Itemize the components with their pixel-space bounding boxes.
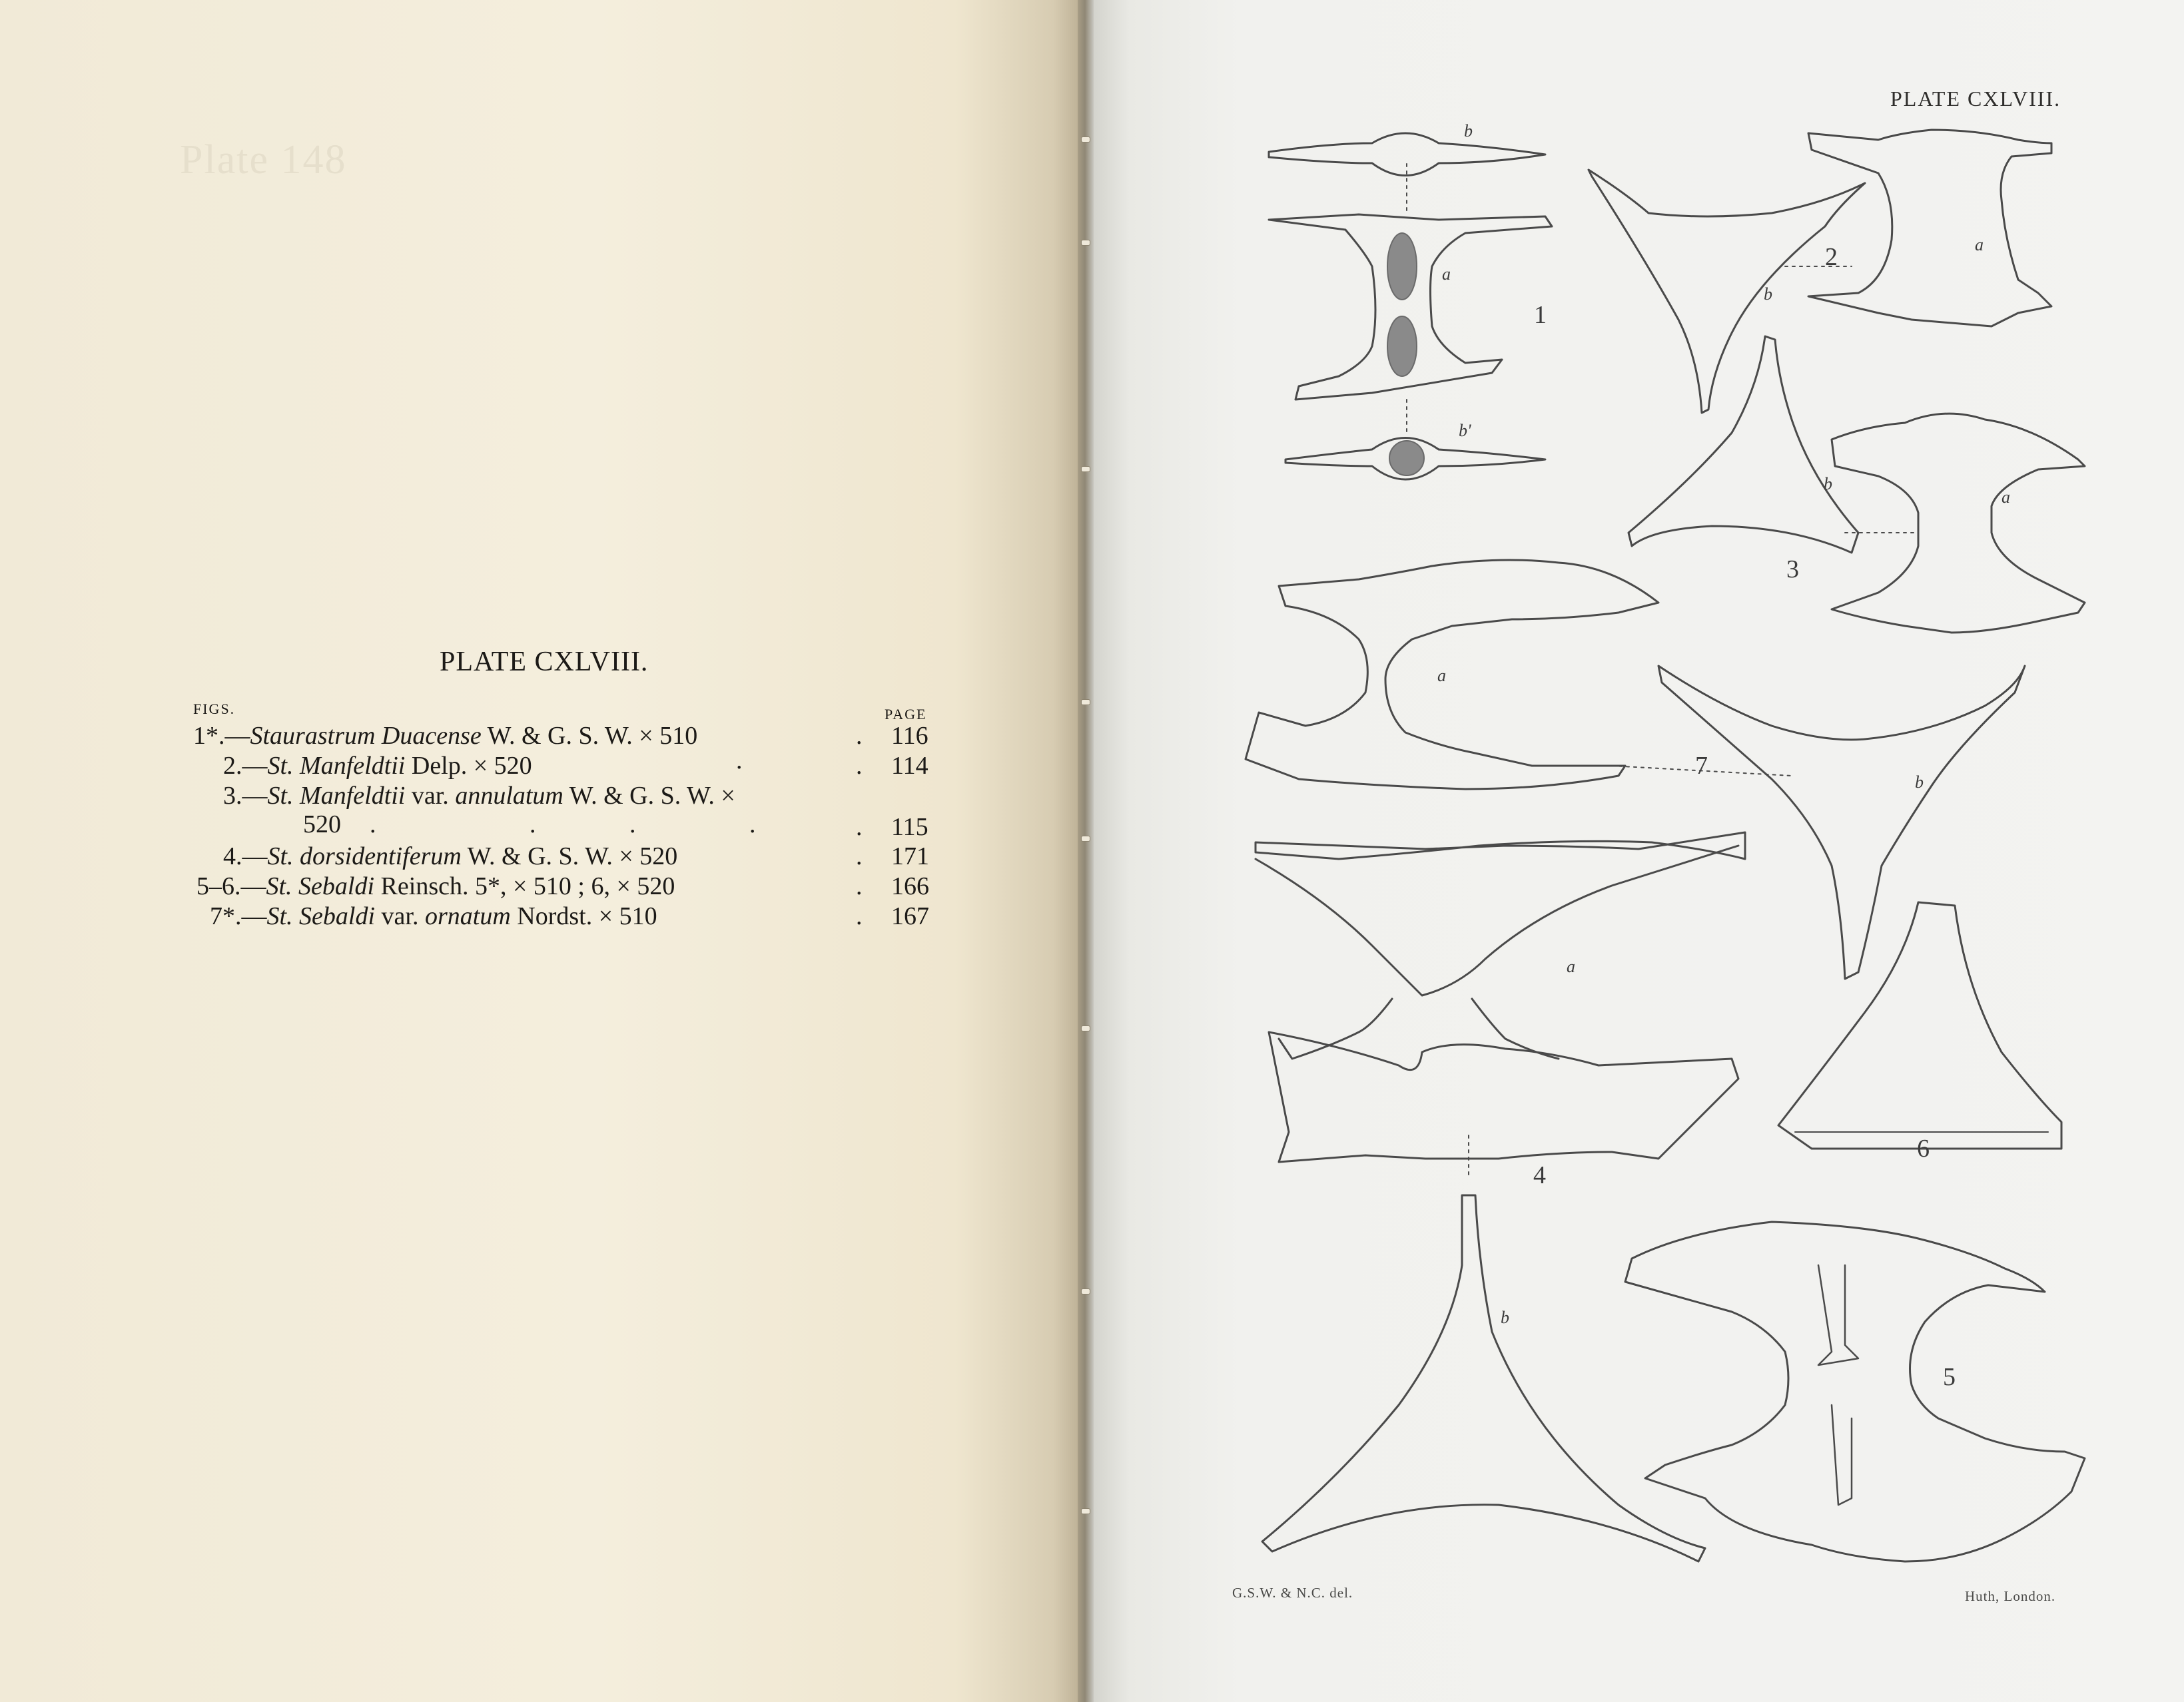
entry-details: W. & G. S. W. × 520 — [461, 842, 678, 870]
entry-number: 5–6.— — [196, 872, 266, 900]
figure-label-b: b — [1464, 121, 1473, 141]
entry-species: St. Manfeldtii — [267, 752, 406, 780]
figure-label-a: a — [2002, 487, 2010, 507]
entry-details: Reinsch. 5*, × 510 ; 6, × 520 — [374, 872, 675, 900]
entry-variety: annulatum — [455, 782, 563, 810]
entry-details: Delp. × 520 — [405, 752, 532, 780]
entry-details: var. — [375, 902, 425, 930]
entry-page: 114 — [891, 752, 928, 780]
leader-dot: . — [856, 813, 863, 841]
entry-number: 2.— — [223, 752, 268, 780]
leader-dot: . — [856, 902, 863, 930]
leader-dot: . — [530, 810, 536, 838]
entry-species: St. dorsidentiferum — [267, 842, 462, 870]
entry-page: 116 — [891, 722, 928, 750]
entry-page: 166 — [891, 872, 929, 900]
figure-number-1: 1 — [1534, 301, 1547, 329]
entry-species: St. Manfeldtii — [267, 782, 406, 810]
bleed-through-mark: Plate 148 — [180, 137, 347, 182]
entry-details: var. — [405, 782, 456, 810]
entry-variety: ornatum — [424, 902, 511, 930]
figure-number-5: 5 — [1943, 1363, 1956, 1391]
entry-page: 115 — [891, 813, 928, 841]
entry-species: St. Sebaldi — [266, 902, 376, 930]
figure-label-b: b — [1915, 772, 1924, 792]
figure-label-a: a — [1975, 235, 1984, 254]
figure-label-a: a — [1442, 264, 1451, 284]
figure-2-drawing — [1589, 130, 2051, 413]
entry-line2: 520 — [303, 810, 341, 838]
leader-dot: . — [370, 810, 376, 838]
illustrator-credit: G.S.W. & N.C. del. — [1232, 1585, 1353, 1601]
figure-4b-drawing — [1262, 1195, 1705, 1561]
plate-title: PLATE CXLVIII. — [440, 647, 649, 677]
entry-number: 3.— — [223, 782, 268, 810]
entry-details: W. & G. S. W. × 510 — [481, 722, 698, 750]
page-column-label: PAGE — [885, 706, 927, 722]
running-head: PLATE CXLVIII. — [1890, 87, 2061, 111]
figure-number-3: 3 — [1786, 555, 1799, 583]
leader-dot: . — [856, 752, 863, 780]
leader-dot: . — [856, 872, 863, 900]
figure-4-drawing — [1246, 560, 1745, 1179]
figure-3-drawing — [1629, 336, 2085, 633]
figure-1-drawing — [1269, 133, 1552, 479]
figure-label-b: b — [1501, 1308, 1509, 1327]
entry-number: 7*.— — [210, 902, 267, 930]
leader-dot: . — [736, 746, 743, 774]
figure-label-b: b — [1824, 474, 1832, 493]
leader-dot: . — [749, 810, 756, 838]
entry-species: St. Sebaldi — [266, 872, 375, 900]
figure-label-a: a — [1567, 957, 1575, 976]
entry-page: 167 — [891, 902, 929, 930]
figure-label-a: a — [1437, 666, 1446, 685]
entry-page: 171 — [891, 842, 929, 870]
figure-number-2: 2 — [1825, 243, 1838, 271]
entry-details-2: Nordst. × 510 — [510, 902, 657, 930]
leader-dot: . — [856, 722, 863, 750]
figs-column-label: FIGS. — [193, 701, 236, 717]
entry-number: 4.— — [223, 842, 268, 870]
leader-dot: . — [856, 842, 863, 870]
figure-6-drawing — [1778, 902, 2061, 1149]
entry-number: 1*.— — [193, 722, 250, 750]
leader-dot: . — [629, 810, 636, 838]
entry-details-2: W. & G. S. W. × — [563, 782, 735, 810]
figure-label-b: b — [1764, 284, 1772, 304]
entry-species: Staurastrum Duacense — [250, 722, 482, 750]
printer-credit: Huth, London. — [1965, 1588, 2056, 1604]
figure-7-drawing — [1612, 666, 2025, 979]
figure-number-6: 6 — [1917, 1135, 1930, 1163]
figure-5-drawing — [1625, 1222, 2085, 1561]
figure-number-4: 4 — [1533, 1161, 1546, 1189]
figure-label-b-prime: b' — [1459, 421, 1471, 440]
figure-number-7: 7 — [1695, 752, 1708, 780]
